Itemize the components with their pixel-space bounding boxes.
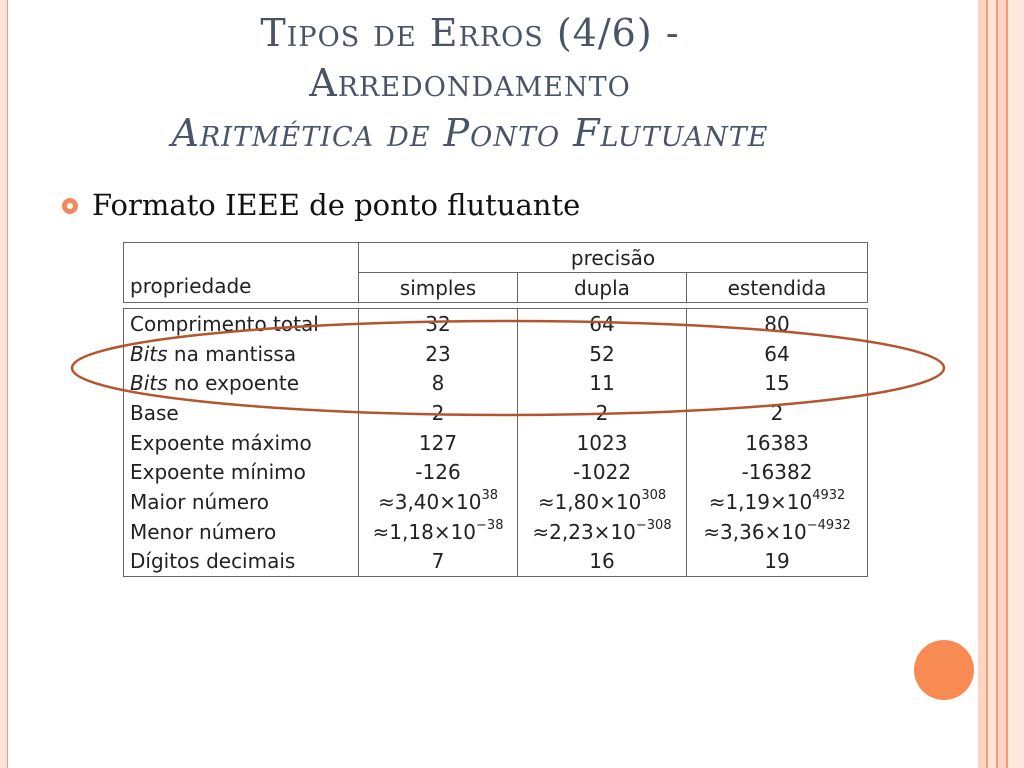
row-label-text: Expoente máximo [130,430,312,455]
cell-double [518,487,687,517]
cell-value: 64 [589,311,615,336]
row-label-text: na mantissa [167,341,297,366]
cell-exponent: 4932 [812,487,846,503]
cell-value: -16382 [741,460,813,485]
bullet-text: Formato IEEE de ponto flutuante [92,188,581,222]
cell-extended [687,457,868,487]
row-label-text: Base [130,400,179,425]
left-border-line [7,0,8,768]
decorative-circle [914,640,974,700]
cell-value: 64 [764,341,790,366]
table-row [124,457,868,487]
header-simple: simples [359,273,518,303]
row-label-em: Bits [130,371,168,396]
cell-value: 7 [431,549,445,574]
cell-value: 2 [770,400,784,425]
cell-double [518,428,687,458]
row-label [124,339,359,369]
row-label-text: Expoente mínimo [130,460,306,485]
row-label [124,457,359,487]
cell-extended [687,309,868,339]
cell-double [518,547,687,577]
cell-extended [687,487,868,517]
cell-value: -1022 [572,460,632,485]
cell-value: 16383 [745,430,809,455]
cell-value: -126 [415,460,461,485]
left-border-stripe [0,0,7,768]
cell-simple [359,428,518,458]
row-label [124,428,359,458]
right-border-stripe [978,0,986,768]
row-label-text: no expoente [167,371,300,396]
cell-double [518,398,687,428]
cell-double [518,517,687,547]
cell-extended [687,547,868,577]
right-border-stripe [998,0,1006,768]
table-row [124,398,868,428]
row-label-text: Menor número [130,519,277,544]
cell-simple [359,368,518,398]
header-precision: precisão [359,243,868,273]
row-label-text: Maior número [130,489,270,514]
row-label [124,309,359,339]
cell-double [518,309,687,339]
cell-simple [359,547,518,577]
cell-simple [359,398,518,428]
table-row [124,368,868,398]
cell-exponent: −38 [476,517,504,533]
slide-title [90,8,850,158]
cell-value: 80 [764,311,790,336]
header-double: dupla [518,273,687,303]
row-label [124,517,359,547]
title-line-1: Tipos de Erros (4/6) - [260,11,680,55]
bullet-icon [62,198,78,214]
cell-exponent: −308 [635,517,672,533]
cell-value: 19 [764,549,790,574]
cell-value: 11 [589,371,615,396]
cell-simple [359,457,518,487]
cell-exponent: 38 [481,487,499,503]
header-property: propriedade [124,243,359,303]
cell-double [518,368,687,398]
row-label-em: Bits [130,341,168,366]
cell-value: 32 [425,311,451,336]
cell-value: ≈2,23×10 [532,519,636,544]
cell-value: 8 [431,371,445,396]
cell-extended [687,398,868,428]
cell-simple [359,309,518,339]
cell-double [518,457,687,487]
table-row [124,487,868,517]
right-border-stripe [1008,0,1024,768]
table-row [124,428,868,458]
cell-value: ≈1,80×10 [537,489,642,514]
row-label-text: Dígitos decimais [130,549,296,574]
cell-exponent: 308 [641,487,667,503]
table-header [123,242,868,303]
cell-value: 15 [764,371,790,396]
cell-extended [687,339,868,369]
cell-simple [359,517,518,547]
cell-value: 23 [425,341,451,366]
title-line-2: Arredondamento [309,61,631,105]
cell-value: ≈1,18×10 [372,519,477,544]
title-line-3: Aritmética de Ponto Flutuante [171,111,769,155]
table-row [124,547,868,577]
row-label [124,398,359,428]
table-body [123,308,868,577]
cell-extended [687,428,868,458]
right-border-stripe [988,0,996,768]
cell-value: ≈1,19×10 [708,489,813,514]
cell-value: 2 [431,400,445,425]
row-label [124,487,359,517]
table-row [124,309,868,339]
table-row [124,339,868,369]
cell-value: 1023 [576,430,628,455]
row-label-text: Comprimento total [130,311,319,336]
table-row [124,517,868,547]
cell-double [518,339,687,369]
cell-simple [359,487,518,517]
cell-value: 2 [595,400,609,425]
cell-extended [687,517,868,547]
header-extended: estendida [687,273,868,303]
cell-simple [359,339,518,369]
cell-value: 16 [589,549,615,574]
row-label [124,547,359,577]
cell-extended [687,368,868,398]
row-label [124,368,359,398]
cell-value: 127 [418,430,458,455]
cell-value: 52 [589,341,615,366]
cell-exponent: −4932 [806,517,851,533]
cell-value: ≈3,36×10 [703,519,807,544]
cell-value: ≈3,40×10 [377,489,482,514]
